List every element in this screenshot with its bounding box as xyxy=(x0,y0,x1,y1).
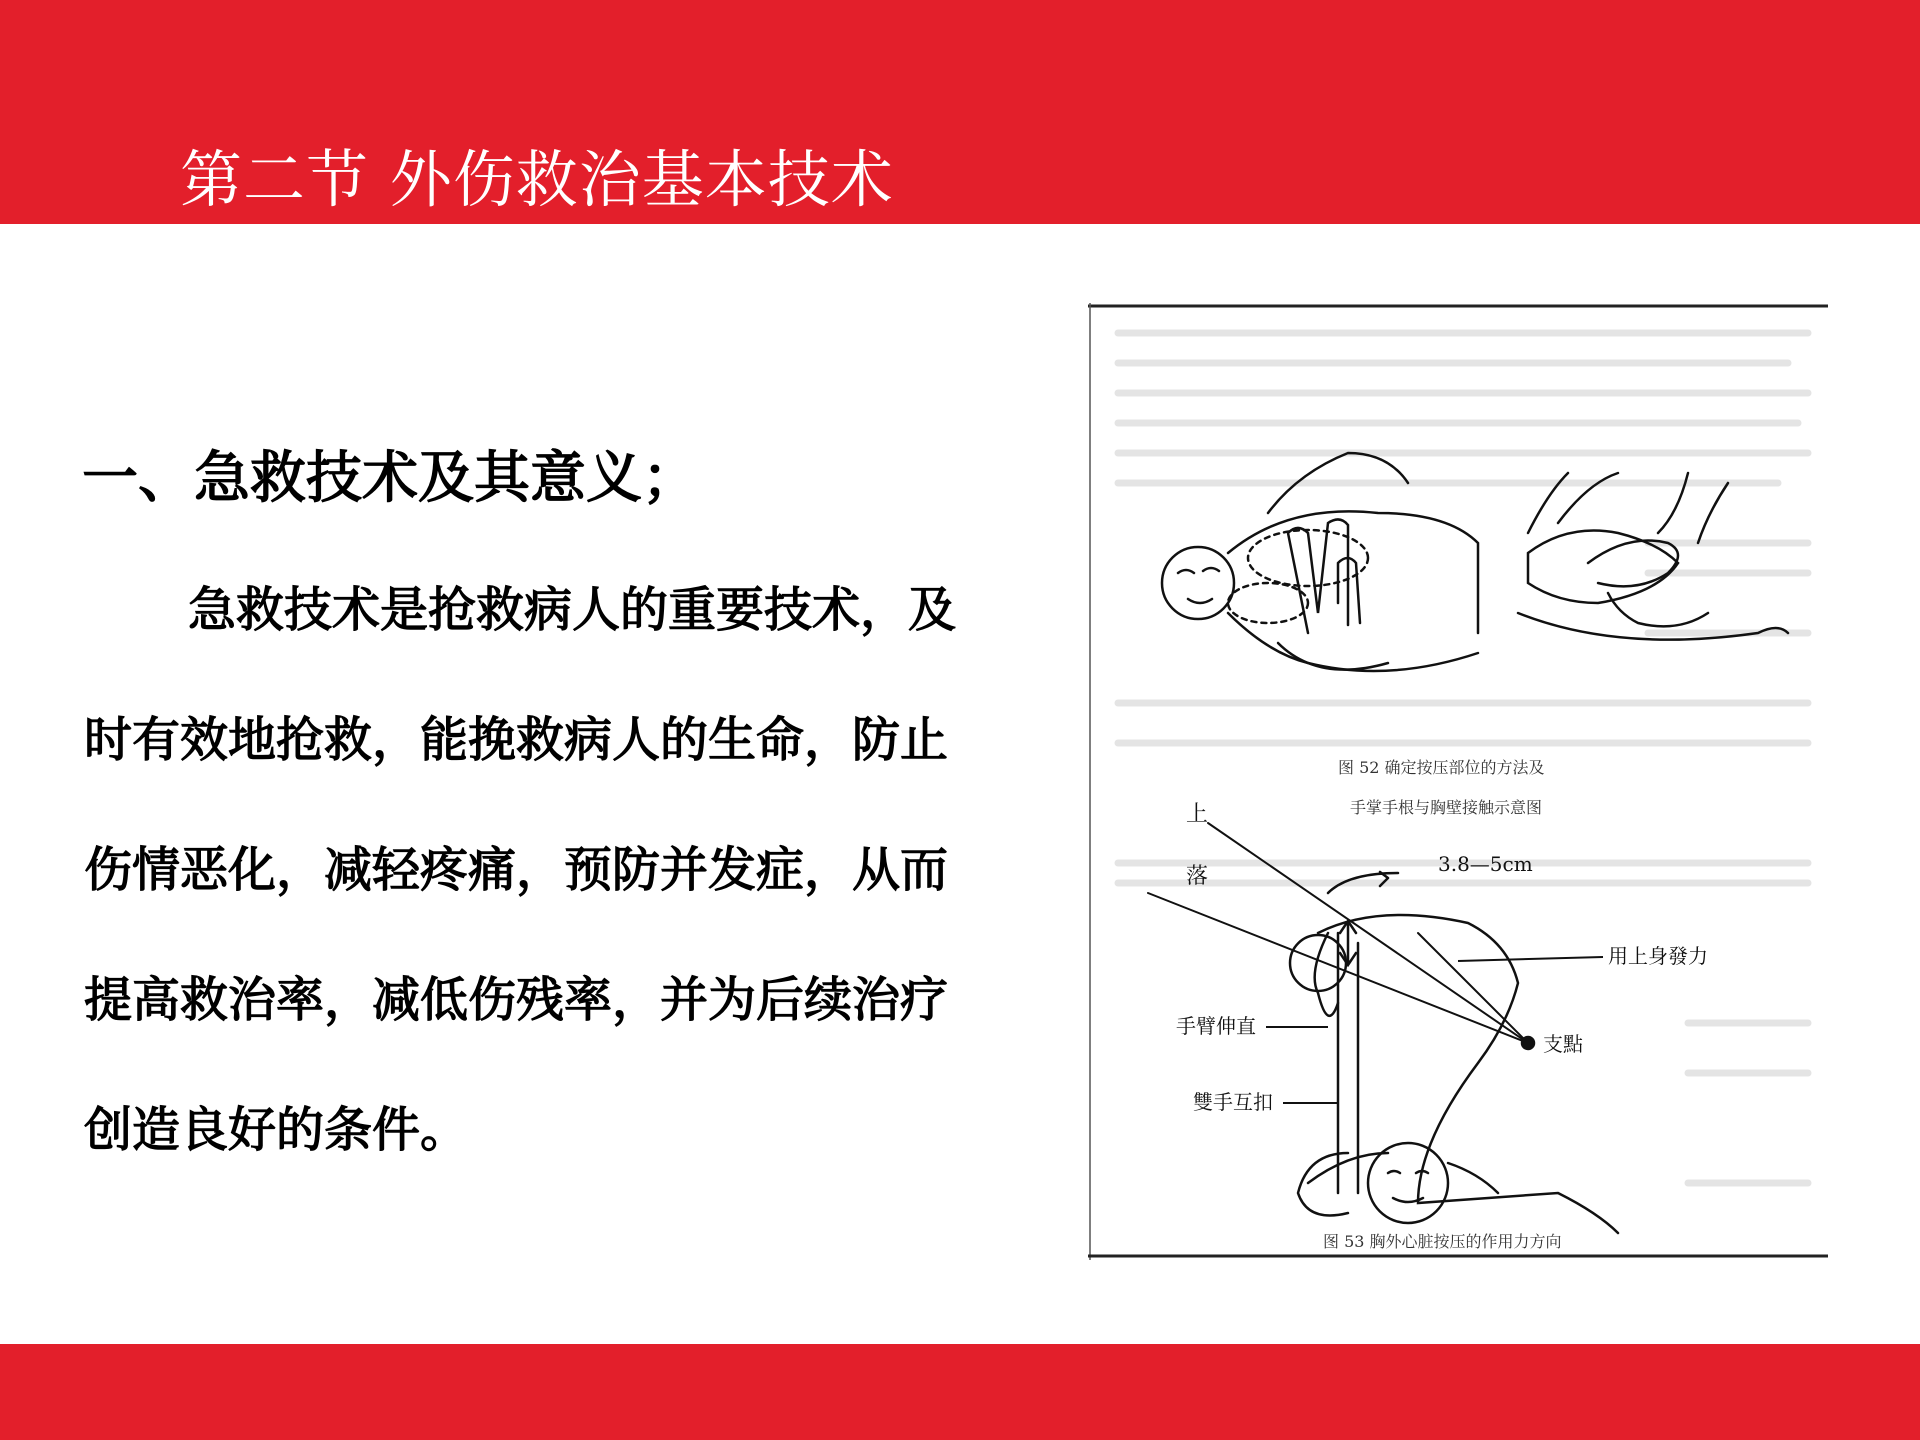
body-line: 提高救治率，减低伤残率，并为后续治疗 xyxy=(84,972,949,1028)
caption-fig53: 图 53 胸外心脏按压的作用力方向 xyxy=(1323,1232,1562,1251)
footer-band xyxy=(0,1344,1920,1440)
section-heading: 一、急救技术及其意义； xyxy=(82,446,698,511)
label-arms-straight: 手臂伸直 xyxy=(1176,1014,1256,1038)
body-paragraph xyxy=(84,575,1074,1225)
label-fulcrum: 支點 xyxy=(1543,1032,1583,1056)
body-line: 急救技术是抢救病人的重要技术，及 xyxy=(188,582,957,638)
label-depth: 3.8—5cm xyxy=(1438,852,1533,876)
slide-title: 第二节 外伤救治基本技术 xyxy=(180,143,894,216)
caption-fig52-line2: 手掌手根与胸壁接触示意图 xyxy=(1350,798,1543,817)
body-line: 时有效地抢救，能挽救病人的生命，防止 xyxy=(84,712,949,768)
cpr-illustration xyxy=(1088,303,1828,1260)
label-down: 落 xyxy=(1186,864,1209,889)
body-line: 伤情恶化，减轻疼痛，预防并发症，从而 xyxy=(84,842,949,898)
body-line: 创造良好的条件。 xyxy=(84,1102,469,1158)
label-up: 上 xyxy=(1186,802,1209,827)
label-hands-interlocked: 雙手互扣 xyxy=(1193,1090,1273,1114)
caption-fig52-line1: 图 52 确定按压部位的方法及 xyxy=(1338,758,1545,777)
label-upper-body-force: 用上身發力 xyxy=(1608,944,1708,968)
